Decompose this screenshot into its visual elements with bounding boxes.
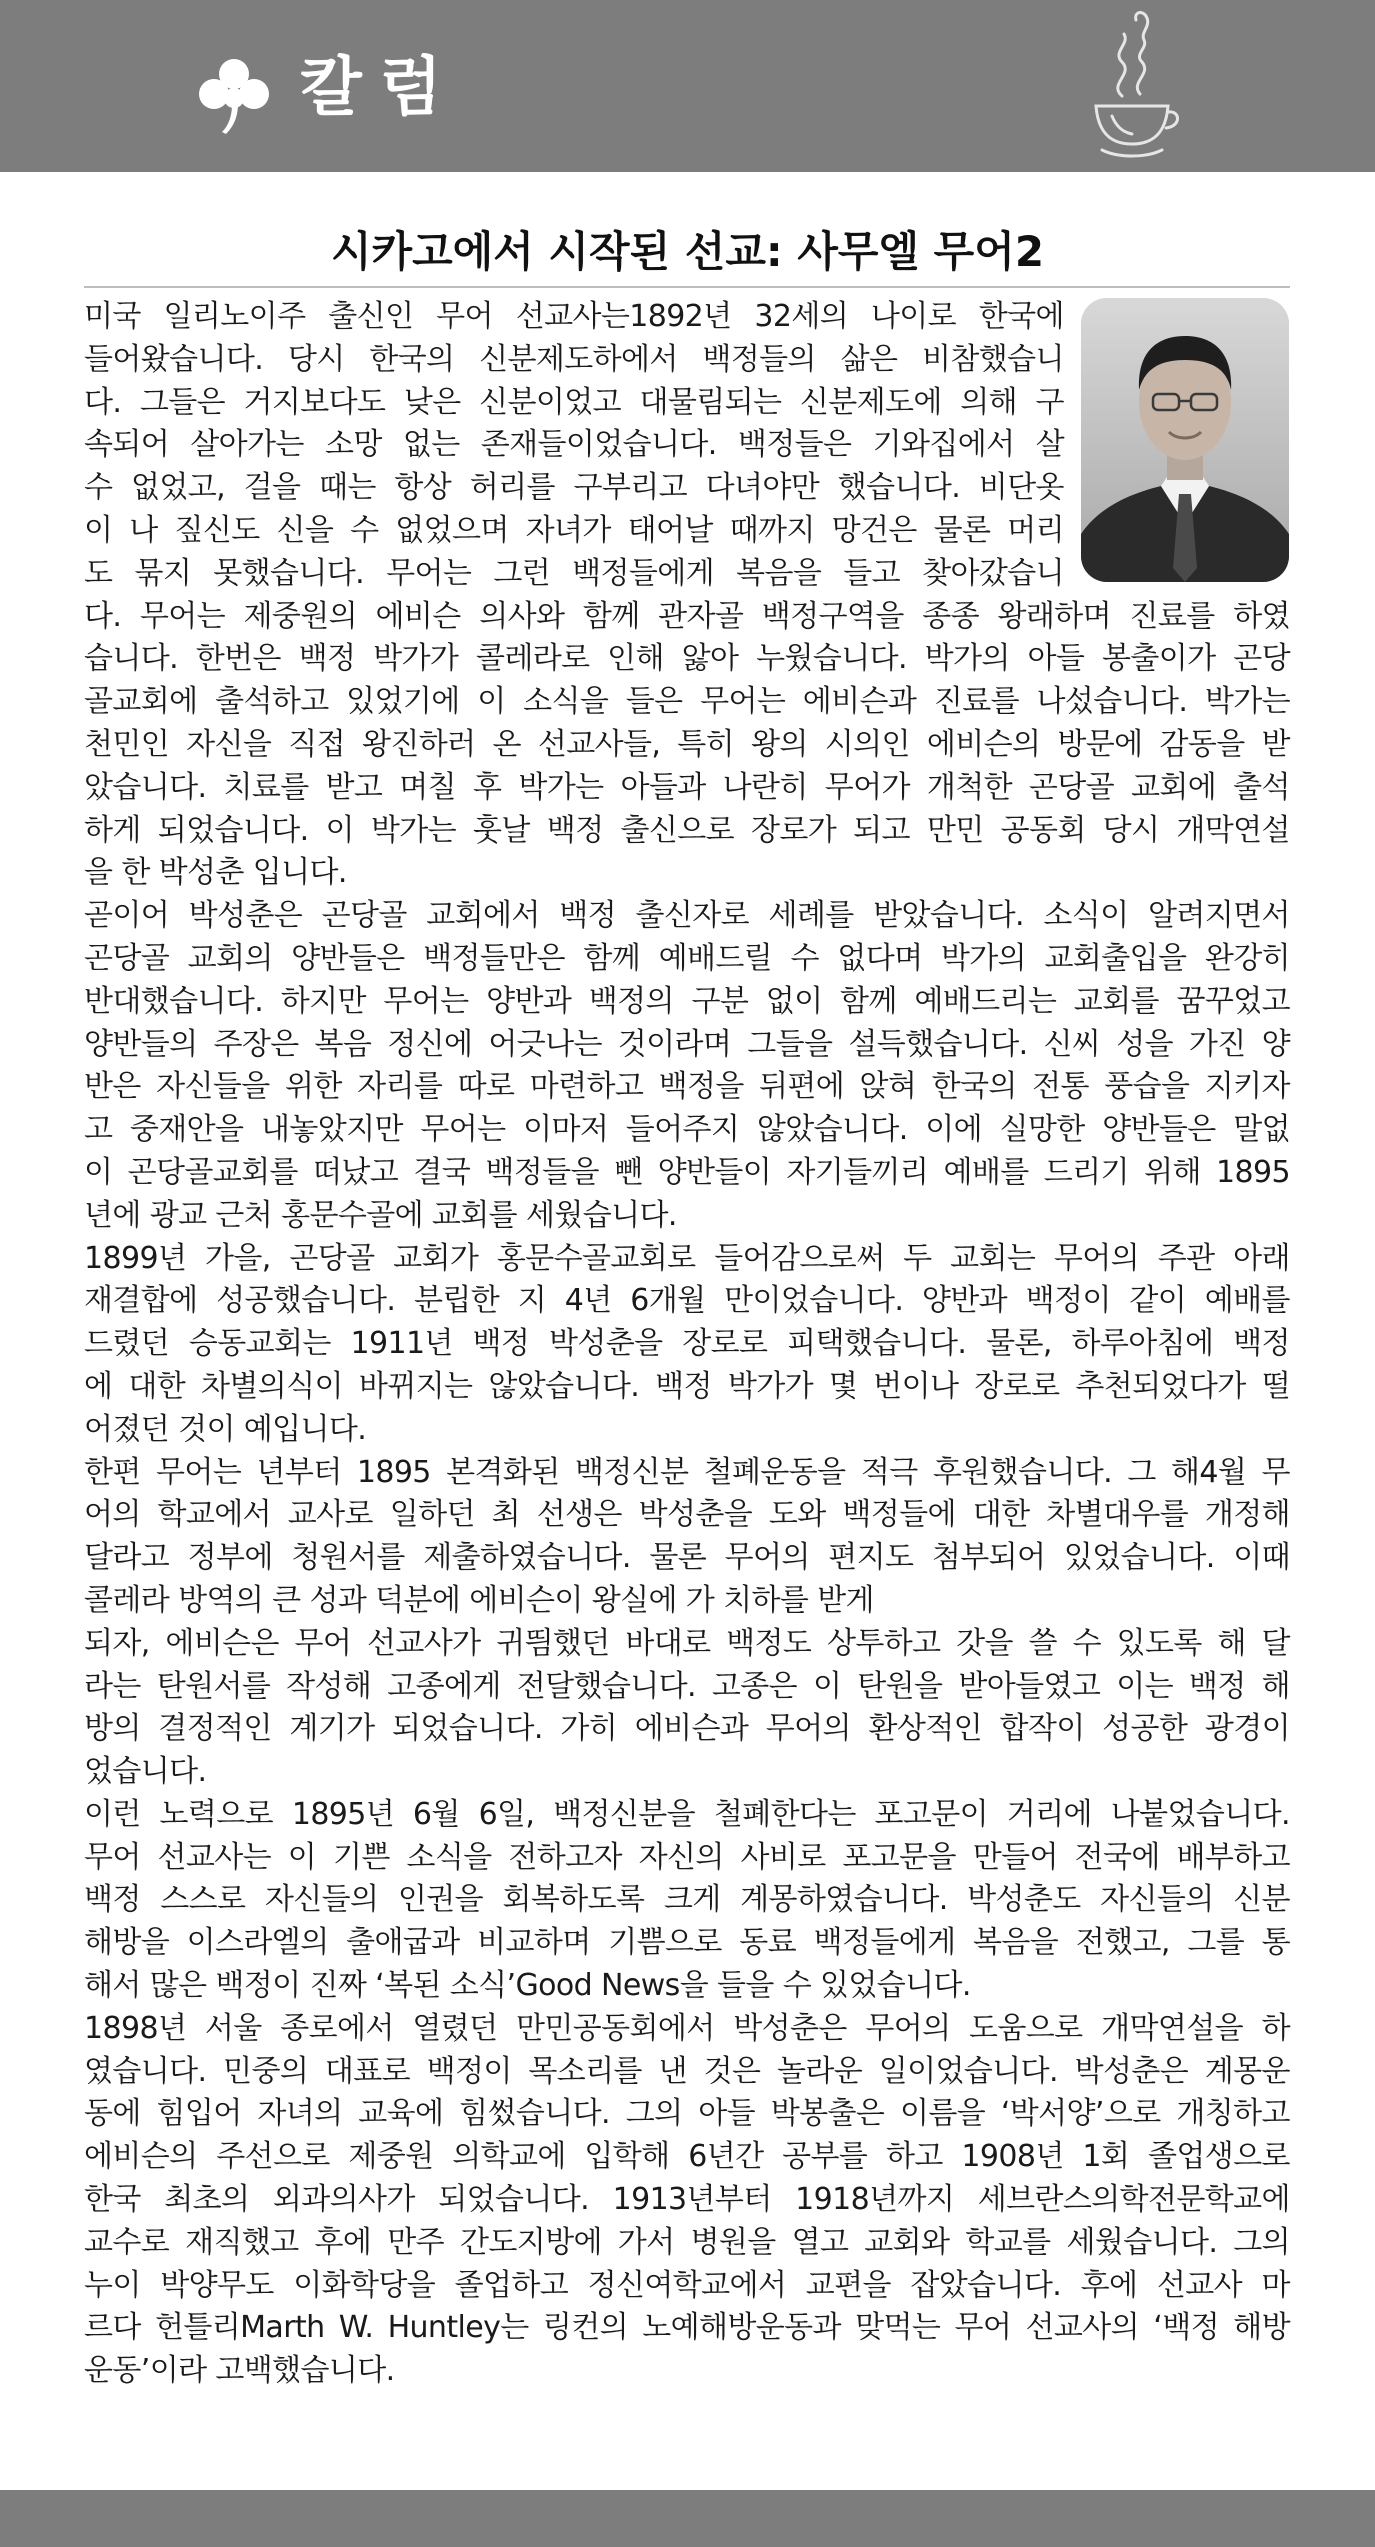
body-line: 았습니다. 치료를 받고 며칠 후 박가는 아들과 나란히 무어가 개척한 곤당골 교회에 출석 xyxy=(84,769,1290,805)
body-line: 동에 힘입어 자녀의 교육에 힘썼습니다. 그의 아들 박봉출은 이름을 ‘박서양’으로 개칭하고 xyxy=(84,2096,1290,2132)
body-line: 골교회에 출석하고 있었기에 이 소식을 들은 무어는 에비슨과 진료를 나섰습니다. 박가는 xyxy=(84,684,1290,720)
body-line: 라는 탄원서를 작성해 고종에게 전달했습니다. 고종은 이 탄원을 받아들였고 이는 백정 해 xyxy=(84,1668,1290,1704)
body-line: 이 나 짚신도 신을 수 없었으며 자녀가 태어날 때까지 망건은 물론 머리 xyxy=(84,512,1064,548)
body-line: 백정 스스로 자신들의 인권을 회복하도록 크게 계몽하였습니다. 박성춘도 자신들의 신분 xyxy=(84,1882,1290,1918)
body-line: 재결합에 성공했습니다. 분립한 지 4년 6개월 만이었습니다. 양반과 백정이 같이 예배를 xyxy=(84,1283,1290,1319)
body-line: 속되어 살아가는 소망 없는 존재들이었습니다. 백정들은 기와집에서 살 xyxy=(84,427,1064,463)
body-line: 에 대한 차별의식이 바뀌지는 않았습니다. 백정 박가가 몇 번이나 장로로 추천되었다가 떨 xyxy=(84,1368,1290,1404)
footer-bar xyxy=(0,2490,1375,2547)
body-line: 곤당골 교회의 양반들은 백정들만은 함께 예배드릴 수 없다며 박가의 교회출입을 완강히 xyxy=(84,940,1290,976)
article-body xyxy=(84,296,1290,2393)
body-line: 천민인 자신을 직접 왕진하러 온 선교사들, 특히 왕의 시의인 에비슨의 방문에 감동을 받 xyxy=(84,726,1290,762)
body-line: 르다 헌틀리Marth W. Huntley는 링컨의 노예해방운동과 맞먹는 무어 선교사의 ‘백정 해방 xyxy=(84,2310,1290,2346)
body-line: 방의 결정적인 계기가 되었습니다. 가히 에비슨과 무어의 환상적인 합작이 성공한 광경이 xyxy=(84,1711,1290,1747)
body-line: 수 없었고, 걸을 때는 항상 허리를 구부리고 다녀야만 했습니다. 비단옷 xyxy=(84,470,1064,506)
body-line: 어졌던 것이 예입니다. xyxy=(84,1411,367,1447)
body-line: 미국 일리노이주 출신인 무어 선교사는1892년 32세의 나이로 한국에 xyxy=(84,299,1064,334)
coffee-cup-icon xyxy=(1082,4,1182,168)
body-line: 어의 학교에서 교사로 일하던 최 선생은 박성춘을 도와 백정들에 대한 차별대우를 개정해 xyxy=(84,1497,1290,1533)
body-line: 에비슨의 주선으로 제중원 의학교에 입학해 6년간 공부를 하고 1908년 1회 졸업생으로 xyxy=(84,2139,1290,2175)
body-line: 을 한 박성춘 입니다. xyxy=(84,855,347,891)
body-line: 되자, 에비슨은 무어 선교사가 귀띔했던 바대로 백정도 상투하고 갓을 쓸 수 있도록 해 달 xyxy=(84,1625,1290,1661)
article-title: 시카고에서 시작된 선교: 사무엘 무어2 xyxy=(330,227,1045,276)
body-line: 달라고 정부에 청원서를 제출하였습니다. 물론 무어의 편지도 첨부되어 있었습니다. 이때 xyxy=(84,1540,1290,1576)
body-line: 누이 박양무도 이화학당을 졸업하고 정신여학교에서 교편을 잡았습니다. 후에 선교사 마 xyxy=(84,2267,1290,2303)
body-line: 한국 최초의 외과의사가 되었습니다. 1913년부터 1918년까지 세브란스의학전문학교에 xyxy=(84,2182,1290,2218)
body-line: 1898년 서울 종로에서 열렸던 만민공동회에서 박성춘은 무어의 도움으로 개막연설을 하 xyxy=(84,2010,1290,2046)
body-line: 무어 선교사는 이 기쁜 소식을 전하고자 자신의 사비로 포고문을 만들어 전국에 배부하고 xyxy=(84,1839,1290,1875)
body-line: 해서 많은 백정이 진짜 ‘복된 소식’Good News을 들을 수 있었습니다. xyxy=(84,1968,971,2004)
body-line: 다. 그들은 거지보다도 낮은 신분이었고 대물림되는 신분제도에 의해 구 xyxy=(84,384,1064,420)
body-line: 였습니다. 민중의 대표로 백정이 목소리를 낸 것은 놀라운 일이었습니다. 박성춘은 계몽운 xyxy=(84,2053,1290,2089)
clover-icon xyxy=(192,52,276,136)
body-line: 해방을 이스라엘의 출애굽과 비교하며 기쁨으로 동료 백정들에게 복음을 전했고, 그를 통 xyxy=(84,1925,1290,1961)
section-title: 칼럼 xyxy=(300,51,460,125)
body-line: 곧이어 박성춘은 곤당골 교회에서 백정 출신자로 세례를 받았습니다. 소식이 알려지면서 xyxy=(84,898,1290,934)
body-line: 반대했습니다. 하지만 무어는 양반과 백정의 구분 없이 함께 예배드리는 교회를 꿈꾸었고 xyxy=(84,983,1290,1019)
body-line: 들어왔습니다. 당시 한국의 신분제도하에서 백정들의 삶은 비참했습니 xyxy=(84,341,1064,377)
body-line: 콜레라 방역의 큰 성과 덕분에 에비슨이 왕실에 가 치하를 받게 xyxy=(84,1582,874,1618)
body-line: 다. 무어는 제중원의 에비슨 의사와 함께 관자골 백정구역을 종종 왕래하며 진료를 하였 xyxy=(84,598,1290,634)
body-line: 년에 광교 근처 홍문수골에 교회를 세웠습니다. xyxy=(84,1197,677,1233)
body-line: 었습니다. xyxy=(84,1754,207,1790)
body-line: 하게 되었습니다. 이 박가는 훗날 백정 출신으로 장로가 되고 만민 공동회 당시 개막연설 xyxy=(84,812,1290,848)
body-line: 양반들의 주장은 복음 정신에 어긋나는 것이라며 그들을 설득했습니다. 신씨 성을 가진 양 xyxy=(84,1026,1290,1062)
body-line: 이 곤당골교회를 떠났고 결국 백정들을 뺀 양반들이 자기들끼리 예배를 드리기 위해 1895 xyxy=(84,1154,1290,1190)
body-line: 1899년 가을, 곤당골 교회가 홍문수골교회로 들어감으로써 두 교회는 무어의 주관 아래 xyxy=(84,1240,1290,1276)
body-line: 교수로 재직했고 후에 만주 간도지방에 가서 병원을 열고 교회와 학교를 세웠습니다. 그의 xyxy=(84,2224,1290,2260)
body-line: 이런 노력으로 1895년 6월 6일, 백정신분을 철폐한다는 포고문이 거리에 나붙었습니다. xyxy=(84,1796,1290,1832)
title-divider xyxy=(84,286,1290,288)
body-line: 반은 자신들을 위한 자리를 따로 마련하고 백정을 뒤편에 앉혀 한국의 전통 풍습을 지키자 xyxy=(84,1069,1290,1105)
column-header-bar xyxy=(0,0,1375,172)
body-line: 운동’이라 고백했습니다. xyxy=(84,2353,395,2389)
body-line: 습니다. 한번은 백정 박가가 콜레라로 인해 앓아 누웠습니다. 박가의 아들 봉출이가 곤당 xyxy=(84,641,1290,677)
body-line: 한편 무어는 년부터 1895 본격화된 백정신분 철폐운동을 적극 후원했습니다. 그 해4월 무 xyxy=(84,1454,1290,1490)
body-line: 도 묶지 못했습니다. 무어는 그런 백정들에게 복음을 들고 찾아갔습니 xyxy=(84,555,1064,591)
body-line: 고 중재안을 내놓았지만 무어는 이마저 들어주지 않았습니다. 이에 실망한 양반들은 말없 xyxy=(84,1112,1290,1148)
body-line: 드렸던 승동교회는 1911년 백정 박성춘을 장로로 피택했습니다. 물론, 하루아침에 백정 xyxy=(84,1326,1290,1362)
